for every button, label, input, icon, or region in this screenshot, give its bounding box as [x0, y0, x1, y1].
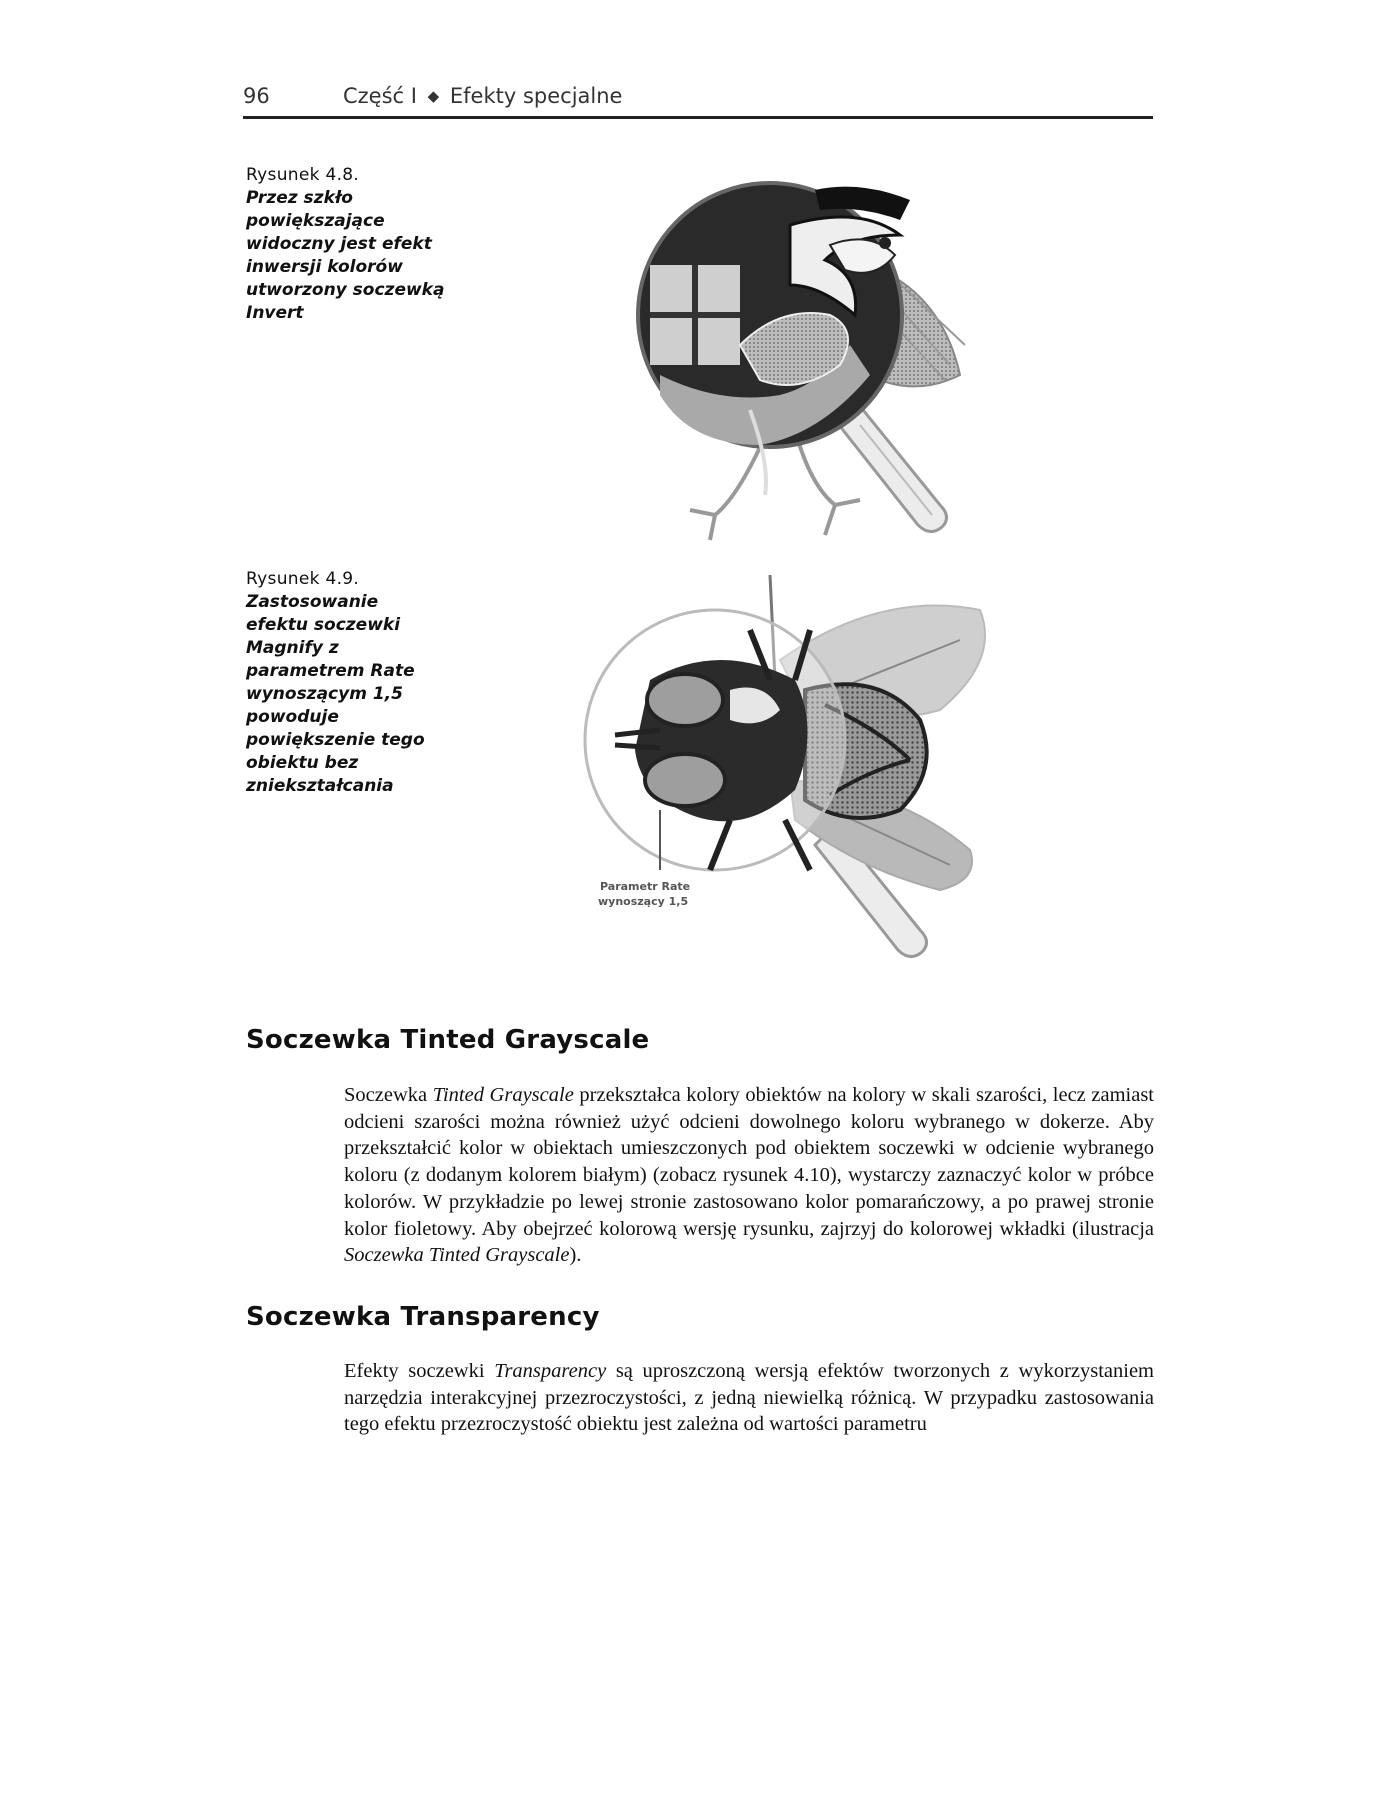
fly-callout-line1: Parametr Rate [600, 880, 691, 893]
section-heading-transparency: Soczewka Transparency [246, 1302, 600, 1332]
running-header [243, 84, 1153, 119]
tinted-text-1: Soczewka [344, 1084, 433, 1106]
running-title [343, 84, 622, 108]
part-label: Część I [343, 84, 417, 108]
figure-4-9-caption [246, 568, 446, 798]
magnifier-invert-illustration [620, 165, 1000, 545]
figure-4-9-label: Rysunek 4.9. [246, 569, 360, 589]
magnified-fly-illustration [580, 570, 1020, 980]
tinted-text-3: ). [569, 1244, 582, 1267]
section-heading-tinted-grayscale: Soczewka Tinted Grayscale [246, 1025, 650, 1055]
transparency-text-1: Efekty soczewki [344, 1360, 495, 1382]
paragraph-transparency [344, 1358, 1154, 1438]
transparency-italic-1: Transparency [494, 1360, 607, 1382]
figure-4-9-text: Zastosowanie efektu soczewki Magnify z parametrem Rate wynoszącym 1,5 powoduje powiększenie tego obiektu bez zniekształcania [246, 592, 425, 796]
diamond-icon: ◆ [427, 87, 440, 105]
figure-4-8-label: Rysunek 4.8. [246, 165, 360, 185]
tinted-italic-1: Tinted Grayscale [432, 1084, 574, 1106]
tinted-text-2: przekształca kolory obiektów na kolory w skali szarości, lecz zamiast odcieni szarości można również użyć odcieni dowolnego koloru wybranego w dokerze. Aby przekształcić kolor w obiektach umieszczonych pod obiektem soczewki w odcienie wybranego koloru (z dodanym kolorem białym) (zobacz rysunek 4.10), wystarczy zaznaczyć kolor w próbce kolorów. W przykładzie po lewej stronie zastosowano kolor pomarańczowy, a po prawej stronie kolor fioletowy. Aby obejrzeć kolorową wersję rysunku, zajrzyj do kolorowej wkładki (ilustracja [344, 1084, 1154, 1240]
paragraph-tinted-grayscale [344, 1082, 1154, 1269]
figure-4-8-caption [246, 164, 446, 325]
chapter-title: Efekty specjalne [449, 84, 623, 108]
fly-callout-line2: wynoszący 1,5 [598, 895, 689, 908]
page-number: 96 [243, 84, 270, 108]
tinted-italic-2: Soczewka Tinted Grayscale [344, 1244, 570, 1267]
figure-4-8-text: Przez szkło powiększające widoczny jest efekt inwersji kolorów utworzony soczewką Invert [246, 188, 445, 323]
transparency-text-2: są uproszczoną wersją efektów tworzonych z wykorzystaniem narzędzia interakcyjnej przezroczystości, z jedną niewielką różnicą. W przypadku zastosowania tego efektu przezroczystość obiektu jest zależna od wartości parametru [344, 1360, 1155, 1436]
